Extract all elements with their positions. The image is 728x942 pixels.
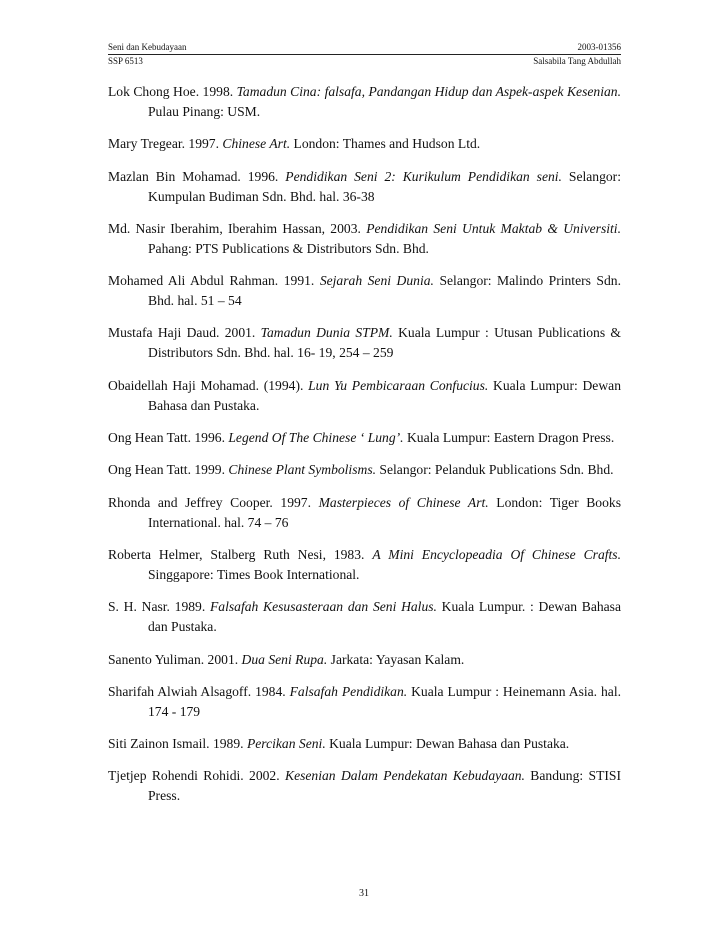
reference-title: Pendidikan Seni 2: Kurikulum Pendidikan seni. [285, 168, 562, 184]
reference-author-year: Roberta Helmer, Stalberg Ruth Nesi, 1983. [108, 546, 373, 562]
reference-title: Chinese Art. [222, 136, 291, 152]
reference-author-year: Ong Hean Tatt. 1999. [108, 462, 229, 478]
reference-title: Masterpieces of Chinese Art. [318, 494, 489, 510]
reference-publisher: Bandung: STISI Press. [148, 768, 622, 804]
reference-title: Falsafah Kesusasteraan dan Seni Halus. [209, 599, 437, 615]
reference-author-year: Sharifah Alwiah Alsagoff. 1984. [108, 683, 290, 699]
reference-author-year: Mustafa Haji Daud. 2001. [108, 325, 261, 341]
reference-publisher: Kuala Lumpur: Eastern Dragon Press. [403, 430, 615, 446]
reference-author-year: Rhonda and Jeffrey Cooper. 1997. [108, 494, 319, 510]
reference-title: Tamadun Cina: falsafa, Pandangan Hidup dan Aspek-aspek Kesenian. [236, 84, 621, 99]
reference-entry [108, 167, 621, 207]
reference-list [108, 82, 621, 819]
reference-entry [108, 650, 621, 670]
reference-title: Sejarah Seni Dunia. [319, 273, 434, 289]
reference-author-year: Siti Zainon Ismail. 1989. [108, 736, 247, 752]
reference-entry [108, 597, 621, 637]
reference-entry [108, 766, 621, 806]
reference-publisher: Selangor: Malindo Printers Sdn. Bhd. hal. 51 – 54 [148, 273, 621, 309]
reference-title: Legend Of The Chinese ‘ Lung’. [228, 430, 404, 446]
reference-entry [108, 271, 621, 311]
reference-publisher: London: Thames and Hudson Ltd. [290, 136, 481, 152]
reference-entry [108, 219, 621, 259]
reference-publisher: Jarkata: Yayasan Kalam. [327, 651, 465, 667]
reference-author-year: Mary Tregear. 1997. [108, 136, 223, 152]
reference-publisher: London: Tiger Books International. hal. 74 – 76 [148, 494, 621, 530]
page-number: 31 [359, 888, 369, 899]
reference-entry [108, 493, 621, 533]
reference-publisher: Pulau Pinang: USM. [148, 104, 261, 119]
course-code: SSP 6513 [108, 56, 143, 66]
reference-author-year: Md. Nasir Iberahim, Iberahim Hassan, 2003. [108, 220, 367, 236]
reference-entry [108, 323, 621, 363]
reference-entry [108, 376, 621, 416]
student-name: Salsabila Tang Abdullah [533, 56, 621, 66]
reference-publisher: Pahang: PTS Publications & Distributors Sdn. Bhd. [148, 240, 429, 256]
reference-entry [108, 134, 621, 154]
reference-author-year: Ong Hean Tatt. 1996. [108, 430, 229, 446]
reference-title: Dua Seni Rupa. [241, 651, 328, 667]
reference-publisher: Selangor: Kumpulan Budiman Sdn. Bhd. hal. 36-38 [148, 168, 621, 204]
reference-title: Kesenian Dalam Pendekatan Kebudayaan. [285, 768, 525, 784]
reference-entry [108, 82, 621, 122]
reference-title: Pendidikan Seni Untuk Maktab & Universiti. [366, 220, 621, 236]
reference-publisher: Selangor: Pelanduk Publications Sdn. Bhd. [376, 462, 614, 478]
reference-entry [108, 428, 621, 448]
reference-title: Tamadun Dunia STPM. [260, 325, 393, 341]
reference-publisher: Kuala Lumpur: Dewan Bahasa dan Pustaka. [148, 377, 621, 413]
reference-title: Falsafah Pendidikan. [289, 683, 408, 699]
reference-entry [108, 460, 621, 480]
reference-author-year: Sanento Yuliman. 2001. [108, 651, 242, 667]
reference-publisher: Kuala Lumpur. : Dewan Bahasa dan Pustaka. [148, 599, 622, 635]
reference-author-year: Tjetjep Rohendi Rohidi. 2002. [108, 768, 285, 784]
reference-entry [108, 682, 621, 722]
reference-title: Lun Yu Pembicaraan Confucius. [308, 377, 489, 393]
reference-author-year: Lok Chong Hoe. 1998. [108, 84, 237, 99]
reference-entry [108, 734, 621, 754]
reference-author-year: Mazlan Bin Mohamad. 1996. [108, 168, 286, 184]
reference-title: A Mini Encyclopeadia Of Chinese Crafts. [372, 546, 621, 562]
reference-title: Percikan Seni. [246, 736, 326, 752]
reference-title: Chinese Plant Symbolisms. [228, 462, 377, 478]
reference-publisher: Kuala Lumpur: Dewan Bahasa dan Pustaka. [325, 736, 570, 752]
reference-author-year: Mohamed Ali Abdul Rahman. 1991. [108, 273, 320, 289]
header-rule [108, 54, 621, 55]
course-title: Seni dan Kebudayaan [108, 42, 187, 52]
reference-author-year: S. H. Nasr. 1989. [108, 599, 210, 615]
reference-entry [108, 545, 621, 585]
student-id: 2003-01356 [577, 42, 621, 52]
reference-publisher: Kuala Lumpur : Utusan Publications & Distributors Sdn. Bhd. hal. 16- 19, 254 – 259 [148, 325, 622, 361]
reference-author-year: Obaidellah Haji Mohamad. (1994). [108, 377, 309, 393]
reference-publisher: Singgapore: Times Book International. [148, 566, 360, 582]
reference-publisher: Kuala Lumpur : Heinemann Asia. hal. 174 - 179 [148, 683, 622, 719]
